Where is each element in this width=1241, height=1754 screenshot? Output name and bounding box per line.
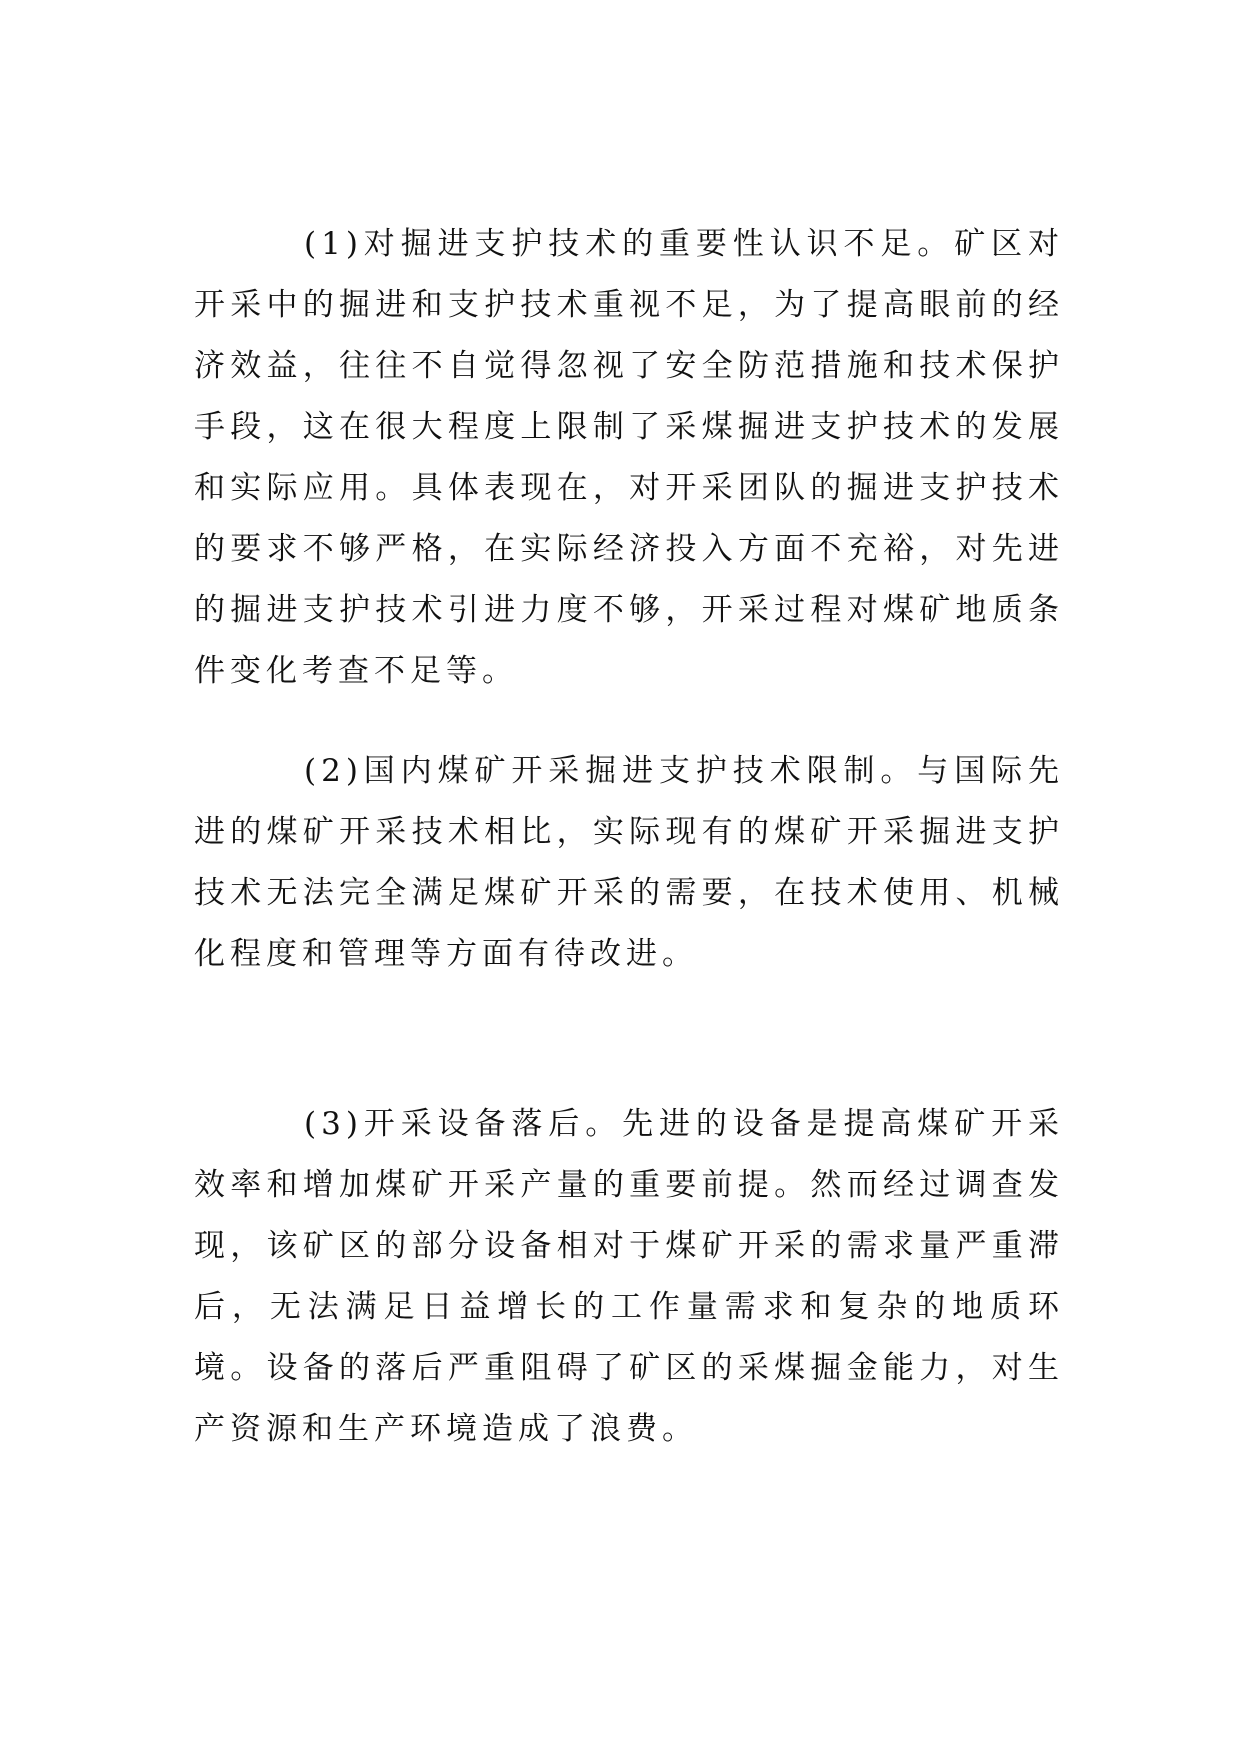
paragraph-3: (3)开采设备落后。先进的设备是提高煤矿开采效率和增加煤矿开采产量的重要前提。然而经过调查发现，该矿区的部分设备相对于煤矿开采的需求量严重滞后，无法满足日益增长的工作量需求和复杂的地质环境。设备的落后严重阻碍了矿区的采煤掘金能力，对生产资源和生产环境造成了浪费。 — [194, 1106, 1064, 1447]
paragraph-2: (2)国内煤矿开采掘进支护技术限制。与国际先进的煤矿开采技术相比，实际现有的煤矿开采掘进支护技术无法完全满足煤矿开采的需要，在技术使用、机械化程度和管理等方面有待改进。 — [194, 753, 1064, 972]
paragraph-1: (1)对掘进支护技术的重要性认识不足。矿区对开采中的掘进和支护技术重视不足，为了提高眼前的经济效益，往往不自觉得忽视了安全防范措施和技术保护手段，这在很大程度上限制了采煤掘进支护技术的发展和实际应用。具体表现在，对开采团队的掘进支护技术的要求不够严格，在实际经济投入方面不充裕，对先进的掘进支护技术引进力度不够，开采过程对煤矿地质条件变化考查不足等。 — [194, 226, 1064, 689]
